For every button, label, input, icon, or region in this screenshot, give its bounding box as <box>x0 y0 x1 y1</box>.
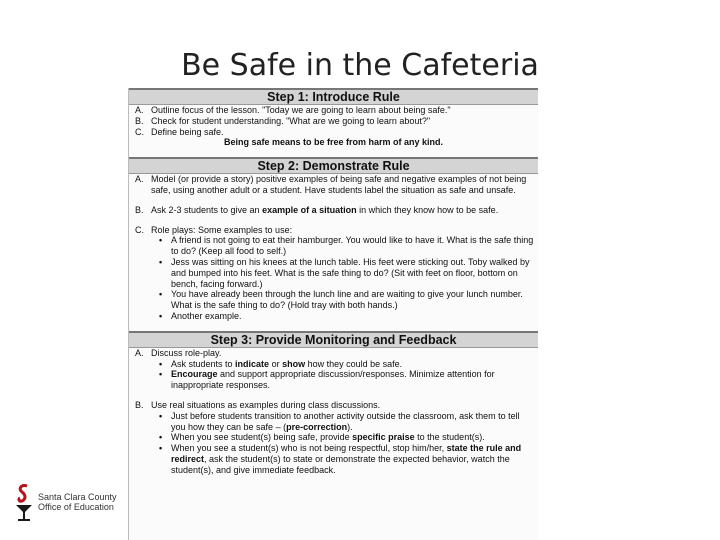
real-situation-item: • When you see a student(s) who is not being respectful, stop him/her, state the rule and redirect, ask the student(s) to state or demonstrate the expected behavior, watch the student(s), and give immediate feedback. <box>129 443 538 475</box>
step3-letter-b: B. <box>135 399 144 410</box>
step2-item-a <box>129 174 538 196</box>
step1-item-a <box>129 105 538 116</box>
step1-text-b: Check for student understanding. "What are we going to learn about?" <box>151 115 431 126</box>
step2-text-b-post: in which they know how to be safe. <box>356 204 499 215</box>
step3-text-b: Use real situations as examples during class discussions. <box>151 399 381 410</box>
step2-letter-b: B. <box>135 204 144 215</box>
step2-letter-c: C. <box>135 224 144 235</box>
step1-text-c: Define being safe. <box>151 126 224 137</box>
roleplay-item: • Another example. <box>129 311 538 322</box>
step2-text-b-pre: Ask 2-3 students to give an <box>151 204 263 215</box>
step2-text-a: Model (or provide a story) positive examples of being safe and negative examples of not being safe, using another adult or a student. Have students label the situation as safe and unsafe. <box>151 174 527 195</box>
roleplay-item: • You have already been through the lunch line and are waiting to give your lunch number. What is the safe thing to do? (Hold tray with both hands.) <box>129 289 538 311</box>
step2-text-c: Role plays: Some examples to use: <box>151 224 293 235</box>
logo-line-1: Santa Clara County <box>38 492 117 502</box>
real-situation-item: • When you see student(s) being safe, provide specific praise to the student(s). <box>129 432 538 443</box>
step3-item-a <box>129 348 538 359</box>
real-situation-item: • Just before students transition to another activity outside the classroom, ask them to tell you how they can be safe – (pre-correction). <box>129 411 538 433</box>
discussion-list <box>129 359 538 391</box>
step3-letter-a: A. <box>135 347 144 358</box>
step1-letter-a: A. <box>135 105 144 115</box>
slide-title <box>0 48 720 83</box>
step2-item-c <box>129 225 538 236</box>
step2-item-b <box>129 205 538 216</box>
step2-heading: Step 2: Demonstrate Rule <box>129 157 538 174</box>
discussion-item: • Encourage and support appropriate discussion/responses. Minimize attention for inappropriate responses. <box>129 369 538 391</box>
step1-letter-c: C. <box>135 126 144 137</box>
roleplay-item: • A friend is not going to eat their hamburger. You would like to have it. What is the safe thing to do? (Keep all food to self.) <box>129 235 538 257</box>
roleplay-list <box>129 235 538 321</box>
step1-heading: Step 1: Introduce Rule <box>129 88 538 105</box>
sccoe-logo <box>14 483 130 523</box>
slide-title-text: Be Safe in the Cafeteria <box>181 48 539 83</box>
step2-letter-a: A. <box>135 174 144 185</box>
step3-text-a: Discuss role-play. <box>151 347 222 358</box>
step3-heading: Step 3: Provide Monitoring and Feedback <box>129 331 538 348</box>
sccoe-emblem-icon <box>14 483 34 523</box>
step1-text-a: Outline focus of the lesson. "Today we are going to learn about being safe." <box>151 105 451 115</box>
step3-item-b <box>129 400 538 411</box>
step1-item-c <box>129 127 538 138</box>
step1-item-b <box>129 116 538 127</box>
logo-text <box>38 492 117 512</box>
step2-text-b-bold: example of a situation <box>262 204 357 215</box>
safe-definition: Being safe means to be free from harm of any kind. <box>223 137 444 148</box>
step1-letter-b: B. <box>135 115 144 126</box>
discussion-item: • Ask students to indicate or show how they could be safe. <box>129 359 538 370</box>
real-situations-list <box>129 411 538 476</box>
roleplay-item: • Jess was sitting on his knees at the lunch table. His feet were sticking out. Toby walked by and bumped into his feet. What is the safe thing to do? (Sit with feet on floor, bottom on bench, facing forward.) <box>129 257 538 289</box>
lesson-document <box>128 88 538 540</box>
logo-line-2: Office of Education <box>38 502 114 512</box>
